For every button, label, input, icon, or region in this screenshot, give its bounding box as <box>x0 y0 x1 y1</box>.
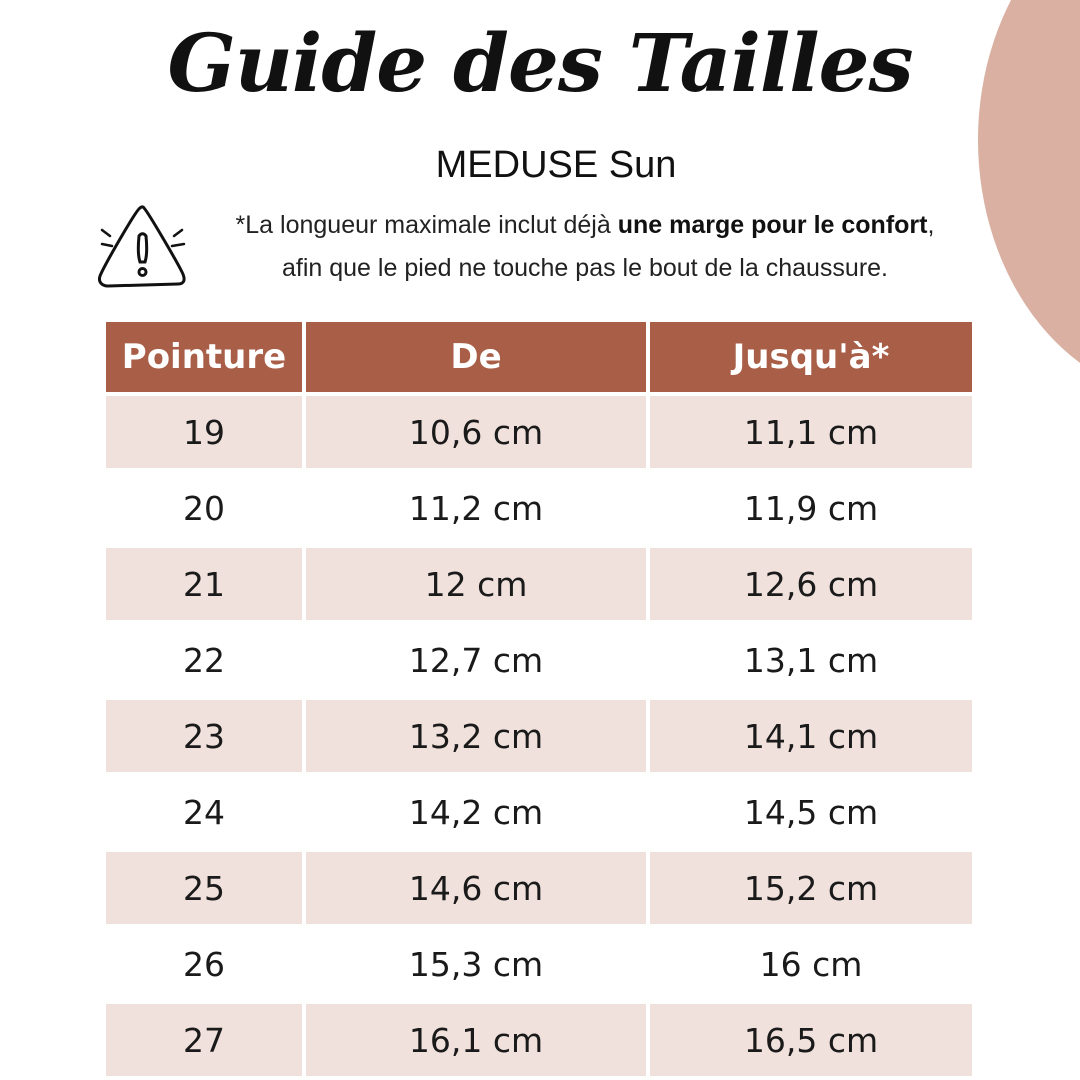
table-row <box>106 776 972 848</box>
header-de: De <box>306 322 646 392</box>
max-length-cell: 14,5 cm <box>650 776 972 848</box>
note-text-after: , <box>927 211 935 239</box>
table-row <box>106 548 972 620</box>
max-length-cell: 11,1 cm <box>650 396 972 468</box>
table-row <box>106 852 972 924</box>
page-title: Guide des Tailles <box>167 16 913 110</box>
table-row <box>106 396 972 468</box>
note-text-bold: une marge pour le confort <box>617 211 928 239</box>
size-cell: 22 <box>106 624 302 696</box>
min-length-cell: 10,6 cm <box>306 396 646 468</box>
min-length-cell: 16,1 cm <box>306 1004 646 1076</box>
min-length-cell: 14,2 cm <box>306 776 646 848</box>
max-length-cell: 16,5 cm <box>650 1004 972 1076</box>
size-cell: 24 <box>106 776 302 848</box>
min-length-cell: 12,7 cm <box>306 624 646 696</box>
size-cell: 25 <box>106 852 302 924</box>
max-length-cell: 13,1 cm <box>650 624 972 696</box>
table-row <box>106 472 972 544</box>
header-pointure: Pointure <box>106 322 302 392</box>
table-row <box>106 700 972 772</box>
size-cell: 26 <box>106 928 302 1000</box>
size-cell: 27 <box>106 1004 302 1076</box>
header-jusqua: Jusqu'à* <box>650 322 972 392</box>
size-cell: 21 <box>106 548 302 620</box>
table-row <box>106 624 972 696</box>
min-length-cell: 13,2 cm <box>306 700 646 772</box>
product-name: MEDUSE Sun <box>435 144 677 186</box>
size-table <box>102 318 976 1080</box>
min-length-cell: 11,2 cm <box>306 472 646 544</box>
note-text-before: *La longueur maximale inclut déjà <box>235 211 618 239</box>
max-length-cell: 16 cm <box>650 928 972 1000</box>
max-length-cell: 14,1 cm <box>650 700 972 772</box>
size-cell: 19 <box>106 396 302 468</box>
max-length-cell: 15,2 cm <box>650 852 972 924</box>
max-length-cell: 12,6 cm <box>650 548 972 620</box>
note-text-line2: afin que le pied ne touche pas le bout de la chaussure. <box>282 254 888 282</box>
comfort-note <box>170 204 1000 290</box>
min-length-cell: 12 cm <box>306 548 646 620</box>
table-header-row <box>106 322 972 392</box>
min-length-cell: 14,6 cm <box>306 852 646 924</box>
size-cell: 23 <box>106 700 302 772</box>
table-row <box>106 928 972 1000</box>
min-length-cell: 15,3 cm <box>306 928 646 1000</box>
table-row <box>106 1004 972 1076</box>
size-cell: 20 <box>106 472 302 544</box>
max-length-cell: 11,9 cm <box>650 472 972 544</box>
